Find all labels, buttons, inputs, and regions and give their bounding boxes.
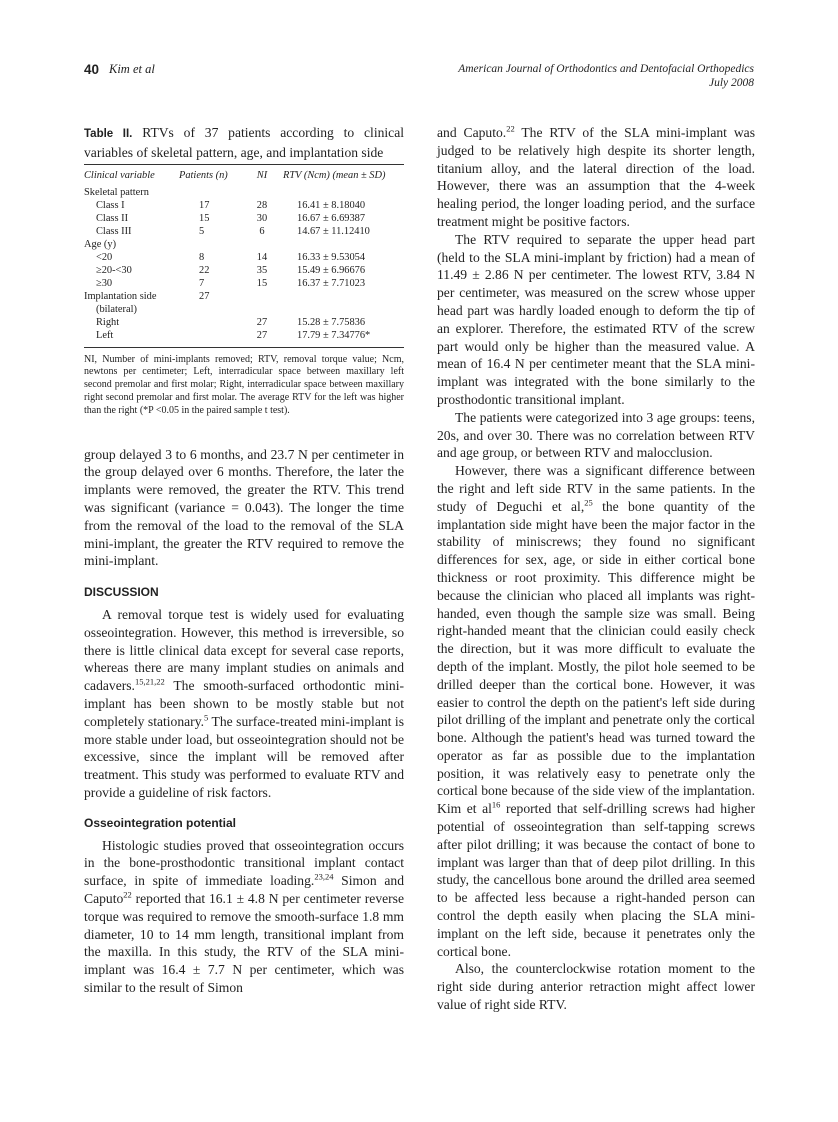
- table-caption: [84, 124, 404, 162]
- left-body-text: [84, 446, 404, 997]
- table-cell: 28: [256, 199, 268, 211]
- table-row: [84, 251, 404, 264]
- paragraph: Also, the counterclockwise rotation moment to the right side during anterior retraction might affect lower value of right side RTV.: [437, 961, 755, 1013]
- table-row: [84, 290, 404, 303]
- table-cell: Class II: [96, 212, 129, 224]
- table-cell: 17.79 ± 7.34776*: [297, 329, 371, 341]
- text-span: Simon and Caputo: [84, 873, 404, 906]
- table-cell: 7: [199, 277, 205, 289]
- paragraph: group delayed 3 to 6 months, and 23.7 N per centimeter in the group delayed over 6 months. Therefore, the later the implants were removed, the greater the RTV. This trend was significant (variance = 0.043). The longer the time from the removal of the load to the removal of the SLA mini-implant, the greater the RTV required to remove the mini-implant.: [84, 446, 404, 569]
- table-cell: [283, 290, 404, 303]
- citation: 15,21,22: [134, 676, 165, 687]
- table-cell: Class I: [96, 199, 125, 211]
- table-cell: 15: [256, 277, 268, 289]
- table-cell: [179, 303, 241, 316]
- text-span: The RTV of the SLA mini-implant was judged to be relatively high despite its shorter length, titanium alloy, and the lateral direction of the load. However, there was an assumption that the 4-week healing period, the longer loading period, and the surface treatment might be positive factors.: [437, 125, 755, 229]
- column-header: Patients (n): [179, 169, 228, 181]
- table-cell: 27: [199, 290, 210, 302]
- table-cell: 27: [256, 316, 268, 328]
- text-span: The smooth-surfaced orthodontic mini-implant has been shown to be mostly stable but not completely stationary.: [84, 678, 404, 729]
- table-caption-text: RTVs of 37 patients according to clinical variables of skeletal pattern, age, and implantation side: [84, 125, 405, 160]
- table-cell: 15: [199, 212, 210, 224]
- table-cell: [179, 329, 241, 342]
- table-cell: Skeletal pattern: [84, 186, 149, 198]
- paragraph: [84, 606, 404, 802]
- column-header: NI: [256, 169, 268, 181]
- table-cell: [283, 186, 404, 199]
- table-row: [84, 225, 404, 238]
- table-cell: 5: [199, 225, 205, 237]
- text-span: The surface-treated mini-implant is more stable under load, but osseointegration should not be excessive, since the implant will be removed after treatment. This study was performed to evaluate RTV and provide a guideline of risk factors.: [84, 713, 404, 800]
- table-cell: 16.33 ± 9.53054: [297, 251, 366, 263]
- table-cell: 35: [256, 264, 268, 276]
- page-number: 40: [84, 62, 100, 77]
- citation: 25: [584, 497, 593, 508]
- running-author: Kim et al: [109, 62, 155, 76]
- table-cell: [241, 238, 283, 251]
- table-cell: ≥20-<30: [96, 264, 132, 276]
- table-row: [84, 329, 404, 342]
- table-cell: [179, 186, 241, 199]
- table-row: [84, 264, 404, 277]
- right-column: [437, 124, 755, 1014]
- citation: 23,24: [314, 871, 334, 882]
- table-cell: <20: [96, 251, 113, 263]
- table-block: [84, 124, 404, 418]
- table-cell: Age (y): [84, 238, 117, 250]
- table-row: [84, 316, 404, 329]
- paragraph: The RTV required to separate the upper head part (held to the SLA mini-implant by friction) had a mean of 11.49 ± 2.86 N per centimeter. The lowest RTV, 3.84 N per centimeter, was measured on the screw whose upper head part was hardly loaded enough to deform the tip of an explorer. Therefore, the estimated RTV of the screw part would only be higher than the measured value. A mean of 16.4 N per centimeter meant that the SLA mini-implant was integrated with the bone similarly to the prosthodontic transitional implant.: [437, 231, 755, 407]
- table-cell: (bilateral): [96, 303, 137, 315]
- table-cell: 15.28 ± 7.75836: [297, 316, 366, 328]
- paragraph: The patients were categorized into 3 age groups: teens, 20s, and over 30. There was no correlation between RTV and age group, or between RTV and malocclusion.: [437, 409, 755, 461]
- table-cell: [241, 290, 283, 303]
- table-row: [84, 238, 404, 251]
- paragraph: [437, 462, 755, 960]
- table-cell: 22: [199, 264, 210, 276]
- journal-issue: July 2008: [708, 77, 754, 89]
- table-cell: 14.67 ± 11.12410: [297, 225, 370, 237]
- table-cell: Implantation side: [84, 290, 157, 302]
- left-column: [84, 124, 404, 997]
- table-cell: 14: [256, 251, 268, 263]
- data-table: [84, 165, 404, 342]
- section-heading-osseointegration: Osseointegration potential: [84, 815, 237, 830]
- table-cell: 27: [256, 329, 268, 341]
- paragraph: [437, 124, 755, 231]
- table-cell: 6: [259, 225, 265, 237]
- table-bottom-rule: [84, 347, 404, 348]
- citation: 16: [491, 799, 501, 810]
- table-cell: 17: [199, 199, 210, 211]
- table-cell: 16.67 ± 6.69387: [297, 212, 366, 224]
- table-cell: Right: [96, 316, 120, 328]
- table-cell: [241, 186, 283, 199]
- text-span: A removal torque test is widely used for evaluating osseointegration. However, this method is irreversible, so there is little clinical data except for several case reports, whereas there are many implant studies on animals and cadavers.: [84, 606, 404, 694]
- column-header: RTV (Ncm) (mean ± SD): [283, 169, 386, 181]
- journal-title: American Journal of Orthodontics and Dentofacial Orthopedics: [458, 63, 754, 75]
- paragraph: [84, 837, 404, 997]
- citation: 5: [204, 712, 209, 723]
- table-cell: [241, 303, 283, 316]
- table-cell: [179, 316, 241, 329]
- table-cell: [283, 238, 404, 251]
- column-header: Clinical variable: [84, 169, 155, 181]
- running-head: [84, 62, 754, 92]
- text-span: and Caputo.: [437, 125, 507, 140]
- table-cell: ≥30: [96, 277, 113, 289]
- text-span: reported that 16.1 ± 4.8 N per centimeter reverse torque was required to remove the smooth-surface 1.8 mm diameter, 10 to 14 mm length, transitional implant from the maxilla. In this study, the RTV of the SLA mini-implant was 16.4 ± 7.7 N per centimeter, which was similar to the result of Simon: [84, 890, 404, 995]
- citation: 22: [123, 889, 132, 900]
- table-row: [84, 277, 404, 290]
- table-row: [84, 212, 404, 225]
- table-row: [84, 186, 404, 199]
- citation: 22: [506, 123, 515, 134]
- text-span: reported that self-drilling screws had higher potential of osseointegration than self-tapping screws after pilot drilling; it was because the contact of bone to implant was larger than that of deep pilot drilling. In this study, the cancellous bone around the drilled area seemed to be affected less because a right-handed person can control the depth easily when placing the SLA mini-implant on the left side, because it penetrates only the cortical bone.: [437, 801, 755, 959]
- table-cell: 8: [199, 251, 205, 263]
- table-cell: [283, 303, 404, 316]
- journal-info: [458, 62, 754, 90]
- table-cell: Class III: [96, 225, 132, 237]
- table-row: [84, 303, 404, 316]
- text-span: Histologic studies proved that osseointegration occurs in the bone-prosthodontic transitional implant contact surface, in spite of immediate loading.: [84, 837, 404, 889]
- section-heading-discussion: DISCUSSION: [84, 585, 159, 600]
- table-cell: [179, 238, 241, 251]
- table-cell: 30: [256, 212, 268, 224]
- table-row: [84, 199, 404, 212]
- table-label: Table II.: [84, 128, 133, 140]
- table-cell: Left: [96, 329, 114, 341]
- table-cell: 15.49 ± 6.96676: [297, 264, 366, 276]
- table-cell: 16.37 ± 7.71023: [297, 277, 366, 289]
- text-span: However, there was a significant difference between the right and left side RTV in the same patients. In the study of Deguchi et al,: [437, 463, 755, 514]
- text-span: the bone quantity of the implantation side might have been the major factor in the stability of miniscrews; they found no significant differences for sex, age, or side in either cortical bone thickness or root proximity. This difference might be because the clinician who placed all implants was right-handed, even though the sample size was small. Being right-handed meant that the clinician could easily check the direction, but it was more difficult to evaluate the depth of the implant. Mostly, the pilot hole seemed to be drilled deeper than the cortical bone. However, it was easier to control the depth on the patient's left side during pilot drilling of the implant and penetrate only the cortical bone. Although the patient's head was turned toward the operator as far as possible due to the implantation position, it was relatively easy to penetrate only the cortical bone because of the side view of the implantation. Kim et al: [437, 498, 755, 817]
- table-cell: 16.41 ± 8.18040: [297, 199, 366, 211]
- table-footnote: NI, Number of mini-implants removed; RTV, removal torque value; Ncm, newtons per centimeter; Left, interradicular space between maxillary left second premolar and first molar; Right, interradicular space between maxillary right second premolar and first molar. The average RTV for the left was higher than the right (*P <0.05 in the paired sample t test).: [84, 353, 404, 416]
- table-header-row: [84, 165, 404, 186]
